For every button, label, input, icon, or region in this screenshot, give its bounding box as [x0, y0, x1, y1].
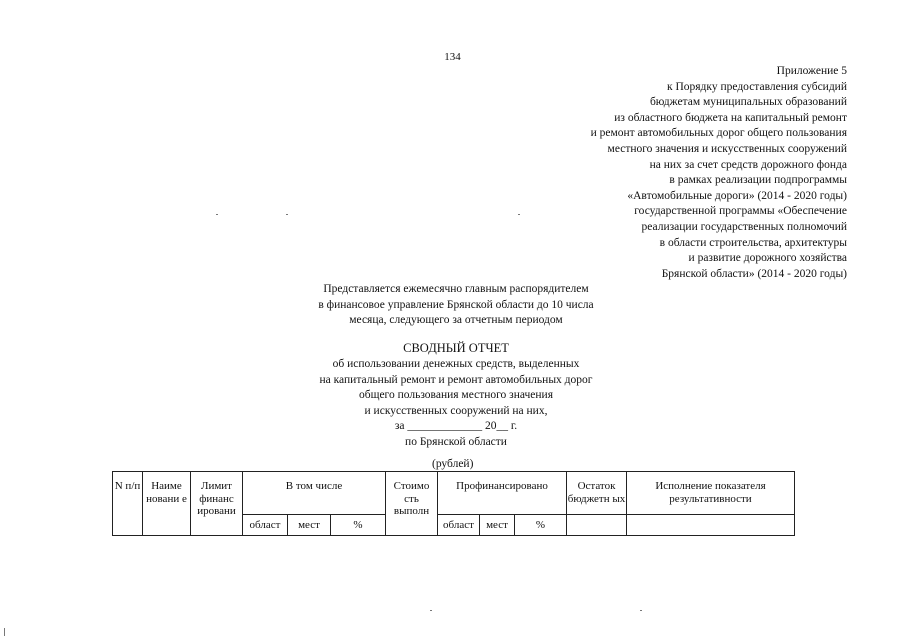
appendix-line: к Порядку предоставления субсидий	[667, 80, 847, 93]
appendix-line: местного значения и искусственных сооружений	[607, 142, 847, 155]
report-line: общего пользования местного значения	[358, 389, 554, 401]
scan-speck	[518, 214, 520, 215]
report-region-line: по Брянской области	[405, 435, 507, 448]
header-balance: Остаток бюджетн ых	[567, 472, 627, 515]
appendix-line: из областного бюджета на капитальный ремонт	[614, 111, 847, 124]
report-heading	[0, 340, 905, 450]
header-financed: Профинансировано	[438, 472, 567, 515]
performance-cell	[627, 515, 795, 536]
report-line: и искусственных сооружений на них,	[364, 404, 548, 417]
sub-local: мест	[480, 515, 515, 536]
sub-regional: област	[438, 515, 480, 536]
sub-percent: %	[515, 515, 567, 536]
header-performance: Исполнение показателя результативности	[627, 472, 795, 515]
scan-speck	[216, 214, 218, 215]
scan-speck	[286, 214, 288, 215]
appendix-line: «Автомобильные дороги» (2014 - 2020 годы)	[627, 189, 847, 202]
sub-local: мест	[288, 515, 331, 536]
submission-line: месяца, следующего за отчетным периодом	[349, 314, 563, 326]
appendix-header	[591, 64, 847, 282]
header-number: N п/п	[113, 472, 143, 536]
sub-percent: %	[331, 515, 386, 536]
page-number: 134	[444, 51, 461, 63]
balance-cell	[567, 515, 627, 536]
report-line: на капитальный ремонт и ремонт автомобильных дорог	[319, 373, 593, 386]
scan-speck	[640, 610, 642, 611]
appendix-line: и развитие дорожного хозяйства	[688, 252, 847, 265]
appendix-line: Брянской области» (2014 - 2020 годы)	[661, 267, 847, 280]
header-cost: Стоимо сть выполн	[386, 472, 438, 536]
submission-line: Представляется ежемесячно главным распорядителем	[323, 283, 589, 295]
appendix-line: Приложение 5	[776, 65, 847, 77]
appendix-line: в рамках реализации подпрограммы	[669, 174, 847, 187]
appendix-line: бюджетам муниципальных образований	[649, 96, 847, 109]
submission-note	[0, 282, 905, 329]
appendix-line: в области строительства, архитектуры	[659, 236, 847, 249]
header-including: В том числе	[243, 472, 386, 515]
appendix-line: государственной программы «Обеспечение	[634, 205, 847, 218]
appendix-line: и ремонт автомобильных дорог общего пользования	[590, 127, 847, 140]
sub-regional: област	[243, 515, 288, 536]
appendix-line: реализации государственных полномочий	[641, 220, 847, 233]
header-name: Наиме новани е	[143, 472, 191, 536]
report-table	[112, 471, 795, 536]
units-label: (рублей)	[432, 458, 474, 470]
scan-speck	[4, 628, 5, 636]
scan-speck	[430, 610, 432, 611]
submission-line: в финансовое управление Брянской области до 10 числа	[318, 298, 594, 311]
report-line: об использовании денежных средств, выделенных	[332, 358, 580, 370]
appendix-line: на них за счет средств дорожного фонда	[649, 158, 847, 171]
report-period-line: за _____________ 20__ г.	[394, 420, 518, 432]
report-title: СВОДНЫЙ ОТЧЕТ	[403, 341, 509, 355]
header-limit: Лимит финанс ировани	[191, 472, 243, 536]
